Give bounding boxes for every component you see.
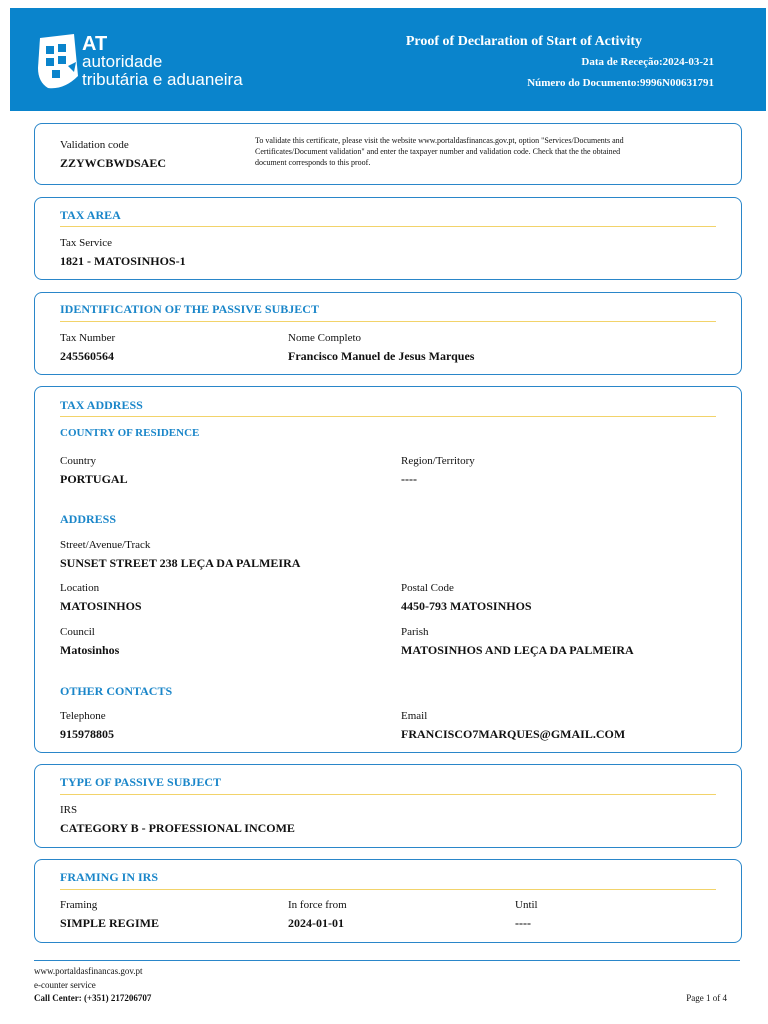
logo-line-1: autoridade: [82, 52, 163, 71]
portugal-shield-icon: [34, 32, 80, 92]
tax-service-value: 1821 - MATOSINHOS-1: [60, 254, 186, 268]
reception-date-label: Data de Receção:: [581, 56, 663, 68]
reception-date: [581, 56, 714, 68]
parish-value: MATOSINHOS AND LEÇA DA PALMEIRA: [401, 643, 634, 657]
document-number: [527, 77, 714, 89]
full-name-value: Francisco Manuel de Jesus Marques: [288, 349, 475, 363]
until-label: Until: [515, 899, 538, 911]
document-title: Proof of Declaration of Start of Activity: [405, 34, 642, 49]
footer-ecounter: e-counter service: [34, 980, 96, 990]
country-of-residence-heading: COUNTRY OF RESIDENCE: [60, 427, 200, 439]
tax-address-title: TAX ADDRESS: [60, 398, 143, 412]
postal-code-label: Postal Code: [401, 582, 454, 594]
validation-code-value: ZZYWCBWDSAEC: [60, 156, 167, 170]
council-value: Matosinhos: [60, 643, 120, 657]
telephone-label: Telephone: [60, 710, 106, 722]
footer-website: www.portaldasfinancas.gov.pt: [34, 966, 143, 976]
location-label: Location: [60, 582, 100, 594]
document-number-value: 9996N00631791: [640, 77, 714, 89]
full-name-label: Nome Completo: [288, 332, 362, 344]
until-value: ----: [515, 916, 531, 930]
identification-card: [34, 292, 742, 375]
framing-irs-card: [34, 859, 742, 943]
tax-number-value: 245560564: [60, 349, 114, 363]
country-value: PORTUGAL: [60, 472, 128, 486]
tax-service-label: Tax Service: [60, 237, 113, 249]
logo-line-2: tributária e aduaneira: [82, 70, 243, 89]
tax-area-card: [34, 197, 742, 280]
email-label: Email: [401, 710, 428, 722]
irs-label: IRS: [60, 804, 78, 816]
other-contacts-heading: OTHER CONTACTS: [60, 684, 173, 698]
street-value: SUNSET STREET 238 LEÇA DA PALMEIRA: [60, 556, 301, 570]
tax-area-title: TAX AREA: [60, 208, 121, 222]
postal-code-value: 4450-793 MATOSINHOS: [401, 599, 532, 613]
country-label: Country: [60, 455, 97, 467]
passive-subject-type-title: TYPE OF PASSIVE SUBJECT: [60, 775, 222, 789]
reception-date-value: 2024-03-21: [662, 56, 714, 68]
address-heading: ADDRESS: [60, 512, 117, 526]
footer-call-center: [34, 993, 151, 1003]
in-force-from-label: In force from: [288, 899, 347, 911]
framing-irs-title: FRAMING IN IRS: [60, 870, 159, 884]
validation-card: [34, 123, 742, 185]
call-center-label: Call Center:: [34, 993, 82, 1003]
validation-code-label: Validation code: [60, 139, 129, 151]
page-number: Page 1 of 4: [686, 993, 727, 1003]
section-divider: [60, 321, 716, 322]
telephone-value: 915978805: [60, 727, 114, 741]
section-divider: [60, 416, 716, 417]
page-header: [10, 8, 766, 111]
region-value: ----: [401, 472, 417, 486]
council-label: Council: [60, 626, 95, 638]
section-divider: [60, 889, 716, 890]
identification-title: IDENTIFICATION OF THE PASSIVE SUBJECT: [60, 302, 319, 316]
section-divider: [60, 794, 716, 795]
tax-number-label: Tax Number: [60, 332, 116, 344]
section-divider: [60, 226, 716, 227]
street-label: Street/Avenue/Track: [60, 539, 151, 551]
tax-address-card: [34, 386, 742, 753]
footer-divider: [34, 960, 740, 961]
framing-value: SIMPLE REGIME: [60, 916, 160, 930]
in-force-from-value: 2024-01-01: [288, 916, 344, 930]
validation-instructions: To validate this certificate, please visit the website www.portaldasfinancas.gov.pt, option "Services/Documents and Certificates/Document validation" and enter the taxpayer number and validation code. Check that the the obtained document corresponds to this proof.: [255, 136, 624, 167]
location-value: MATOSINHOS: [60, 599, 142, 613]
document-number-label: Número do Documento:: [527, 77, 641, 89]
logo-at: AT: [82, 33, 108, 55]
parish-label: Parish: [401, 626, 429, 638]
irs-value: CATEGORY B - PROFESSIONAL INCOME: [60, 821, 295, 835]
passive-subject-type-card: [34, 764, 742, 848]
framing-label: Framing: [60, 899, 98, 911]
call-center-value: (+351) 217206707: [83, 993, 152, 1003]
email-value: FRANCISCO7MARQUES@GMAIL.COM: [401, 727, 626, 741]
region-label: Region/Territory: [401, 455, 475, 467]
